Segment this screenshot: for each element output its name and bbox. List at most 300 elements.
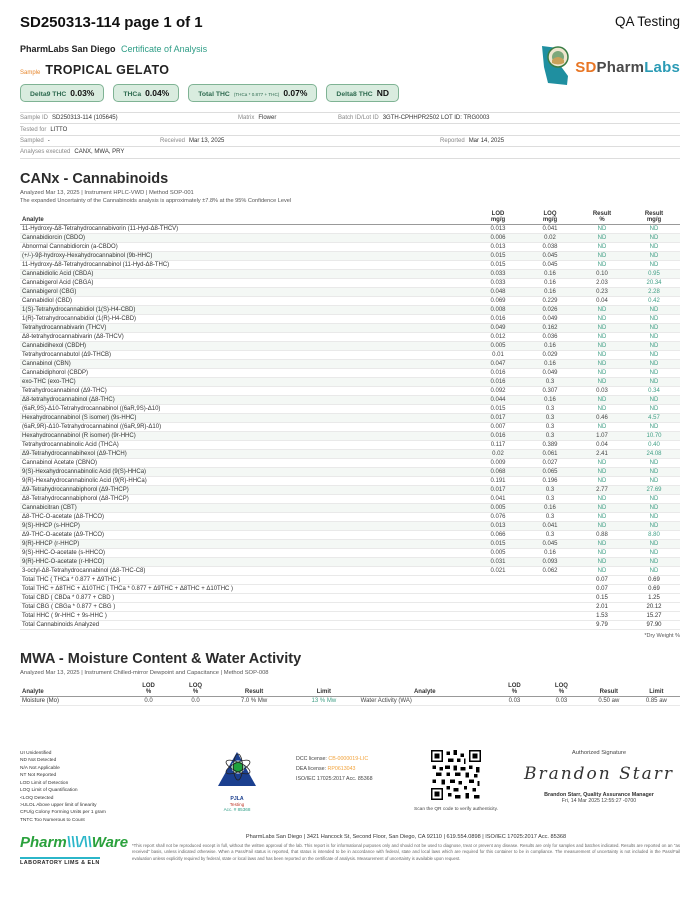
sdpharmlabs-logo-icon: [537, 44, 571, 91]
value-cell: 0.16: [524, 341, 576, 350]
signature-script: Brandon Starr: [523, 764, 675, 784]
value-cell: 0.3: [524, 530, 576, 539]
value-cell: ND: [628, 323, 680, 332]
pharmware-logo: [20, 834, 132, 869]
value-cell: 0.3: [524, 377, 576, 386]
value-cell: 0.95: [628, 269, 680, 278]
legend-item: ND Not Detected: [20, 758, 57, 764]
value-cell: 2.77: [576, 485, 628, 494]
analyte-cell: Cannabigerol (CBG): [20, 287, 472, 296]
value-cell: 0.027: [524, 458, 576, 467]
analyte-cell: (6aR,9S)-Δ10-Tetrahydrocannabinol ((6aR,9S)-Δ10): [20, 404, 472, 413]
table-row: [20, 314, 680, 323]
table-row: [20, 458, 680, 467]
pjla-sub: Testing: [229, 802, 245, 807]
badge-formula: (THCa * 0.877 + THC): [233, 92, 280, 97]
column-header: Result %: [576, 210, 628, 225]
reported-value: Mar 14, 2025: [468, 137, 505, 144]
value-cell: 0.013: [472, 242, 524, 251]
value-cell: ND: [628, 557, 680, 566]
cannabinoids-table-body: [20, 224, 680, 575]
value-cell: 0.029: [524, 350, 576, 359]
table-row: [20, 557, 680, 566]
value-cell: 0.026: [524, 305, 576, 314]
value-cell: 0.065: [524, 467, 576, 476]
sample-name: TROPICAL GELATO: [45, 63, 170, 77]
value-cell: 0.076: [472, 512, 524, 521]
analyte-cell: Δ9-Tetrahydrocannabihexol (Δ9-THCH): [20, 449, 472, 458]
value-cell: 0.69: [628, 575, 680, 584]
value-cell: ND: [628, 242, 680, 251]
value-cell: 0.093: [524, 557, 576, 566]
table-row: [20, 494, 680, 503]
table-row: [20, 413, 680, 422]
value-cell: 0.049: [472, 323, 524, 332]
value-cell: ND: [576, 566, 628, 575]
legend-item: CFU/g Colony Forming Units per 1 gram: [20, 810, 106, 816]
badge-label: Delta9 THC: [30, 91, 67, 98]
value-cell: 0.041: [472, 494, 524, 503]
value-cell: ND: [576, 494, 628, 503]
value-cell: 27.69: [628, 485, 680, 494]
dcc-license-value: CB-0000019-LIC: [328, 756, 369, 762]
value-cell: 0.46: [576, 413, 628, 422]
value-cell: 0.041: [524, 224, 576, 233]
value-cell: 0.389: [524, 440, 576, 449]
value-cell: 0.42: [628, 296, 680, 305]
column-header: Analyte: [20, 682, 125, 697]
sample-id-label: Sample ID: [20, 115, 49, 122]
value-cell: 0.16: [524, 503, 576, 512]
value-cell: 20.12: [628, 602, 680, 611]
lab-address: PharmLabs San Diego | 3421 Hancock St, Second Floor, San Diego, CA 92110 | 619.554.0898 | ISO/IEC 17025:2017 Acc. 85368: [245, 834, 567, 841]
value-cell: 0.033: [472, 269, 524, 278]
table-row: [20, 233, 680, 242]
table-row: [20, 593, 680, 602]
analyte-cell: 9(R)-HHCP (r-HHCP): [20, 539, 472, 548]
value-cell: ND: [576, 503, 628, 512]
logo-sd: SD: [575, 59, 597, 76]
value-cell: 0.007: [472, 422, 524, 431]
value-cell: 0.02: [524, 233, 576, 242]
value-cell: 0.005: [472, 503, 524, 512]
value-cell: 0.3: [524, 485, 576, 494]
value-cell: ND: [576, 422, 628, 431]
value-cell: 0.04: [576, 296, 628, 305]
badge-total-thc: [188, 84, 317, 102]
pjla-accreditation-number: Acc. # 85368: [223, 807, 251, 812]
value-cell: ND: [628, 539, 680, 548]
value-cell: 0.03: [576, 386, 628, 395]
canx-uncertainty-note: The expanded Uncertainty of the Cannabinoids analysis is approximately ±7.8% at the 95% Confidence Level: [20, 197, 292, 204]
table-row: [20, 602, 680, 611]
table-row: [20, 359, 680, 368]
page-header: [20, 14, 680, 31]
table-row: [20, 350, 680, 359]
dea-license-value: RP0613043: [327, 766, 356, 773]
value-cell: ND: [628, 251, 680, 260]
value-cell: 0.045: [524, 539, 576, 548]
analyte-cell: Total CBG ( CBGa * 0.877 + CBG ): [20, 602, 472, 611]
value-cell: ND: [576, 557, 628, 566]
value-cell: 0.008: [472, 305, 524, 314]
value-cell: ND: [628, 224, 680, 233]
value-cell: 0.0: [125, 696, 172, 705]
value-cell: [472, 584, 524, 593]
analyte-cell: Δ8-tetrahydrocannabivarin (Δ8-THCV): [20, 332, 472, 341]
table-row: [20, 242, 680, 251]
value-cell: 0.045: [524, 251, 576, 260]
value-cell: [524, 575, 576, 584]
value-cell: 0.016: [472, 431, 524, 440]
value-cell: 0.02: [472, 449, 524, 458]
cannabinoids-table-header: [20, 210, 680, 225]
analyte-cell: 9(R)-Hexahydrocannabinolic Acid (9(R)-HHCa): [20, 476, 472, 485]
value-cell: 4.57: [628, 413, 680, 422]
value-cell: ND: [576, 359, 628, 368]
qr-verification: [408, 750, 504, 812]
analyte-cell: 1(S)-Tetrahydrocannabidiol (1(S)-H4-CBD): [20, 305, 472, 314]
column-header: LOD mg/g: [472, 210, 524, 225]
value-cell: 0.16: [524, 278, 576, 287]
value-cell: [472, 602, 524, 611]
legend-item: N/A Not Applicable: [20, 765, 60, 771]
table-row: [20, 296, 680, 305]
value-cell: ND: [628, 467, 680, 476]
info-row-4: [20, 146, 680, 158]
column-header: LOQ mg/g: [524, 210, 576, 225]
value-cell: ND: [628, 521, 680, 530]
value-cell: 0.16: [524, 269, 576, 278]
value-cell: 0.009: [472, 458, 524, 467]
analyte-cell: Abnormal Cannabidiorcin (a-CBDO): [20, 242, 472, 251]
value-cell: ND: [576, 521, 628, 530]
value-cell: [472, 620, 524, 629]
value-cell: 0.16: [524, 395, 576, 404]
analyte-cell: Δ9-Tetrahydrocannabiphorol (Δ9-THCP): [20, 485, 472, 494]
sample-label: Sample: [20, 70, 41, 76]
value-cell: [524, 593, 576, 602]
badge-value: 0.07%: [283, 88, 308, 98]
value-cell: 0.23: [576, 287, 628, 296]
value-cell: 0.045: [524, 260, 576, 269]
sampled-value: -: [47, 137, 50, 144]
analyte-cell: Cannabidiol (CBD): [20, 296, 472, 305]
value-cell: 2.01: [576, 602, 628, 611]
value-cell: ND: [576, 476, 628, 485]
analyte-cell: Total CBD ( CBDa * 0.877 + CBD ): [20, 593, 472, 602]
value-cell: 0.3: [524, 431, 576, 440]
analyte-cell: 3-octyl-Δ8-Tetrahydrocannabinol (Δ8-THC-C8): [20, 566, 472, 575]
value-cell: 0.016: [472, 377, 524, 386]
table-row: [20, 422, 680, 431]
table-row: [20, 575, 680, 584]
table-row: [20, 620, 680, 629]
column-header: LOD %: [491, 682, 538, 697]
value-cell: 0.03: [491, 696, 538, 705]
abbreviation-legend: [20, 750, 178, 824]
table-row: [20, 449, 680, 458]
column-header: Limit: [289, 682, 359, 697]
value-cell: 24.08: [628, 449, 680, 458]
value-cell: ND: [576, 539, 628, 548]
value-cell: 0.15: [576, 593, 628, 602]
value-cell: ND: [628, 512, 680, 521]
value-cell: 0.40: [628, 440, 680, 449]
value-cell: 97.90: [628, 620, 680, 629]
table-row: [20, 566, 680, 575]
value-cell: 0.038: [524, 242, 576, 251]
value-cell: 0.092: [472, 386, 524, 395]
sample-id-value: SD250313-114 (105645): [52, 115, 118, 122]
logo-pharm: Pharm: [596, 59, 645, 76]
table-row: [20, 696, 680, 705]
value-cell: 0.016: [472, 314, 524, 323]
value-cell: 0.3: [524, 512, 576, 521]
legend-item: UI Unidentified: [20, 751, 52, 756]
value-cell: 0.10: [576, 269, 628, 278]
value-cell: ND: [576, 260, 628, 269]
tested-for-label: Tested for: [20, 126, 47, 133]
legend-item: TNTC Too Numerous to Count: [20, 817, 85, 823]
value-cell: 0.015: [472, 539, 524, 548]
value-cell: 13 % Mw: [289, 696, 359, 705]
value-cell: 0.069: [472, 296, 524, 305]
value-cell: 0.015: [472, 251, 524, 260]
canx-section-title: CANx - Cannabinoids: [20, 170, 169, 187]
table-row: [20, 539, 680, 548]
value-cell: [524, 602, 576, 611]
table-row: [20, 323, 680, 332]
value-cell: 0.044: [472, 395, 524, 404]
value-cell: 0.3: [524, 422, 576, 431]
table-row: [20, 269, 680, 278]
value-cell: 0.162: [524, 323, 576, 332]
value-cell: 0.34: [628, 386, 680, 395]
value-cell: ND: [628, 494, 680, 503]
qr-code: [431, 787, 481, 804]
value-cell: ND: [628, 341, 680, 350]
report-disclaimer: *This report shall not be reproduced except in full, without the written approval of the lab. This report is for informational purposes only and should not be used to diagnose, treat or prevent any disease. Results are only for samples and batches indicated. Results are reported on an "as received" basis, unless indicated otherwise. When a Pass/Fail status is reported, that status is intended to be in accordance with federal, state and local laws which are required for this container to be in compliance. The measurement of uncertainty is not included in the Pass/Fail evaluation unless explicitly required by federal, state or local laws and has been reported on the certificate of analysis. Measurement of uncertainty is available upon request.: [132, 843, 680, 861]
value-cell: 0.50 aw: [585, 696, 633, 705]
value-cell: [472, 575, 524, 584]
mwa-section-title: MWA - Moisture Content & Water Activity: [20, 650, 302, 667]
analyte-cell: 11-Hydroxy-Δ8-Tetrahydrocannabinol (11-Hyd-Δ8-THC): [20, 260, 472, 269]
value-cell: ND: [576, 251, 628, 260]
table-row: [20, 377, 680, 386]
table-row: [20, 485, 680, 494]
analyte-cell: Moisture (Mo): [20, 696, 125, 705]
analyte-cell: Cannabidiphorol (CBDP): [20, 368, 472, 377]
table-row: [20, 305, 680, 314]
table-row: [20, 584, 680, 593]
value-cell: 10.70: [628, 431, 680, 440]
value-cell: ND: [628, 233, 680, 242]
analyte-cell: Δ8-Tetrahydrocannabiphorol (Δ8-THCP): [20, 494, 472, 503]
pharmware-pharm: Pharm: [20, 834, 67, 852]
signer-name-title: Brandon Starr, Quality Assurance Manager: [544, 792, 654, 798]
value-cell: 0.061: [524, 449, 576, 458]
value-cell: 0.88: [576, 530, 628, 539]
value-cell: 0.16: [524, 287, 576, 296]
info-row-3: [20, 135, 680, 146]
pjla-name: PJLA: [230, 796, 244, 802]
dry-weight-note: *Dry Weight %: [644, 632, 680, 639]
column-header: Result: [219, 682, 289, 697]
value-cell: 0.033: [472, 278, 524, 287]
value-cell: 20.34: [628, 278, 680, 287]
table-row: [20, 530, 680, 539]
column-header: LOQ %: [172, 682, 219, 697]
table-row: [20, 368, 680, 377]
logo-labs: Labs: [644, 59, 680, 76]
value-cell: 1.07: [576, 431, 628, 440]
analyte-cell: Δ9-THC-O-acetate (Δ9-THCO): [20, 530, 472, 539]
analyte-cell: exo-THC (exo-THC): [20, 377, 472, 386]
value-cell: ND: [576, 314, 628, 323]
table-row: [20, 278, 680, 287]
value-cell: ND: [628, 314, 680, 323]
column-header: Result mg/g: [628, 210, 680, 225]
legend-item: <LOQ Detected: [20, 795, 54, 801]
table-row: [20, 251, 680, 260]
batch-value: 3GTH-CPHHPR2502 LOT ID: TRG0003: [382, 115, 490, 122]
value-cell: [472, 593, 524, 602]
legend-item: >ULOL Above upper limit of linearity: [20, 802, 97, 808]
analyte-cell: (+/-)-9β-hydroxy-Hexahydrocannabinol (9b-HHC): [20, 251, 472, 260]
matrix-value: Flower: [258, 115, 277, 122]
pharmware-wordmark: [20, 834, 132, 851]
qr-caption: Scan the QR code to verify authenticity.: [414, 807, 498, 812]
column-header: LOD %: [125, 682, 172, 697]
value-cell: ND: [576, 548, 628, 557]
table-row: [20, 395, 680, 404]
value-cell: 0.016: [472, 368, 524, 377]
cannabinoids-table: [20, 210, 680, 630]
value-cell: 0.006: [472, 233, 524, 242]
lab-name: PharmLabs San Diego: [20, 44, 116, 54]
analyte-cell: 9(S)-Hexahydrocannabinolic Acid (9(S)-HHCa): [20, 467, 472, 476]
tested-for-value: LITTO: [50, 126, 68, 133]
badge-value: 0.03%: [70, 88, 95, 98]
analyte-cell: Hexahydrocannabinol (R isomer) (9r-HHC): [20, 431, 472, 440]
value-cell: 8.80: [628, 530, 680, 539]
analyte-cell: 1(R)-Tetrahydrocannabidiol (1(R)-H4-CBD): [20, 314, 472, 323]
badge-delta8-thc: [326, 84, 399, 102]
value-cell: 0.005: [472, 548, 524, 557]
value-cell: ND: [628, 503, 680, 512]
analyte-cell: Tetrahydrocannabinol (Δ9-THC): [20, 386, 472, 395]
value-cell: 2.03: [576, 278, 628, 287]
value-cell: ND: [576, 233, 628, 242]
moisture-table: [20, 682, 680, 706]
logo-wordmark: [575, 59, 680, 76]
sampled-label: Sampled: [20, 137, 44, 144]
table-row: [20, 467, 680, 476]
value-cell: 0.0: [172, 696, 219, 705]
table-row: [20, 521, 680, 530]
value-cell: ND: [628, 458, 680, 467]
value-cell: ND: [628, 404, 680, 413]
value-cell: 0.015: [472, 404, 524, 413]
badge-label: Delta8 THC: [336, 91, 373, 98]
table-row: [20, 503, 680, 512]
legend-item: LOQ Limit of Quantification: [20, 788, 78, 794]
badge-delta9-thc: [20, 84, 104, 102]
pharmware-tagline: LABORATORY LIMS & ELN: [20, 857, 100, 866]
mwa-section-meta: Analyzed Mar 13, 2025 | Instrument Chilled-mirror Dewpoint and Capacitance | Method SOP-008: [20, 669, 269, 676]
qa-testing-label: QA Testing: [614, 14, 680, 29]
badge-value: 0.04%: [145, 88, 170, 98]
table-row: [20, 386, 680, 395]
value-cell: ND: [628, 305, 680, 314]
value-cell: 0.005: [472, 341, 524, 350]
dea-license-label: DEA license:: [296, 766, 327, 773]
value-cell: ND: [576, 332, 628, 341]
value-cell: ND: [628, 377, 680, 386]
table-row: [20, 260, 680, 269]
value-cell: 0.3: [524, 494, 576, 503]
signature-datetime: Fri, 14 Mar 2025 12:55:27 -0700: [561, 798, 637, 804]
page-footer: [20, 750, 680, 869]
received-label: Received: [160, 137, 186, 144]
column-header: Analyte: [20, 210, 472, 225]
value-cell: [472, 611, 524, 620]
analyte-cell: 9(R)-HHC-O-acetate (r-HHCO): [20, 557, 472, 566]
value-cell: [524, 620, 576, 629]
value-cell: 0.196: [524, 476, 576, 485]
cannabinoids-totals-body: [20, 575, 680, 629]
value-cell: 0.229: [524, 296, 576, 305]
footer-row-2: [20, 834, 680, 869]
table-row: [20, 341, 680, 350]
value-cell: 0.049: [524, 314, 576, 323]
analyte-cell: Cannabinol (CBN): [20, 359, 472, 368]
analyte-cell: Cannabidiorcin (CBDO): [20, 233, 472, 242]
value-cell: 0.041: [524, 521, 576, 530]
analyte-cell: Cannabidiolic Acid (CBDA): [20, 269, 472, 278]
column-header: LOQ %: [538, 682, 585, 697]
badge-label: Total THC: [198, 91, 230, 98]
value-cell: 0.017: [472, 485, 524, 494]
value-cell: ND: [628, 359, 680, 368]
address-column: [132, 834, 680, 862]
pjla-accreditation: [178, 750, 296, 812]
value-cell: ND: [628, 566, 680, 575]
analyte-cell: Δ8-tetrahydrocannabinol (Δ8-THC): [20, 395, 472, 404]
received-value: Mar 13, 2025: [189, 137, 225, 144]
analyte-cell: Total THC ( THCa * 0.877 + Δ9THC ): [20, 575, 472, 584]
value-cell: ND: [576, 242, 628, 251]
analyte-cell: Total HHC ( 9r-HHC + 9s-HHC ): [20, 611, 472, 620]
dea-license: [296, 764, 408, 774]
table-row: [20, 512, 680, 521]
analyte-cell: Cannabinol Acetate (CBNO): [20, 458, 472, 467]
value-cell: [524, 611, 576, 620]
value-cell: ND: [576, 224, 628, 233]
value-cell: ND: [576, 404, 628, 413]
value-cell: ND: [628, 368, 680, 377]
table-row: [20, 548, 680, 557]
value-cell: 0.013: [472, 521, 524, 530]
sdpharmlabs-logo: [537, 44, 680, 91]
value-cell: 1.25: [628, 593, 680, 602]
info-row-1: [20, 112, 680, 123]
analyses-value: CANX, MWA, PRY: [74, 149, 125, 156]
analyte-cell: Cannabigerol Acid (CBGA): [20, 278, 472, 287]
table-row: [20, 476, 680, 485]
pharmware-ware: Ware: [91, 834, 129, 852]
